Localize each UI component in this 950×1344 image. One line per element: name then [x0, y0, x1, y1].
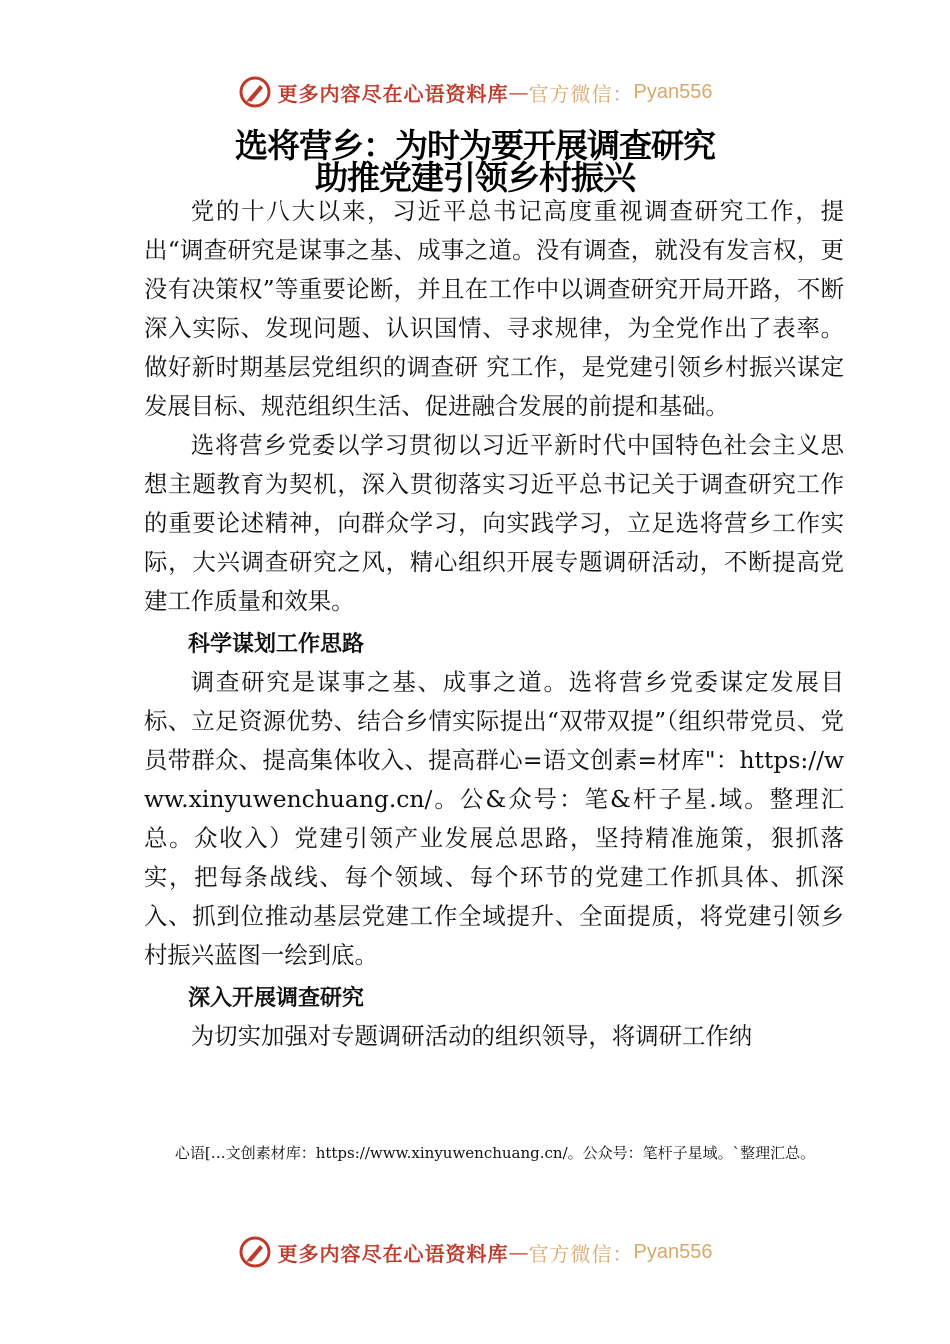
pen-nib-logo-icon [238, 1235, 272, 1269]
header-banner [0, 70, 950, 114]
paragraph-2: 选将营乡党委以学习贯彻以习近平新时代中国特色社会主义思想主题教育为契机，深入贯彻落实习近平总书记关于调查研究工作的重要论述精神，向群众学习，向实践学习，立足选将营乡工作实际，大兴调查研究之风，精心组织开展专题调研活动，不断提高党建工作质量和效果。 [144, 431, 844, 615]
paragraph-4: 为切实加强对专题调研活动的组织领导，将调研工作纳 [190, 1022, 753, 1050]
section-heading-1: 科学谋划工作思路 [188, 632, 365, 657]
document-title-line1: 选将营乡：为时为要开展调查研究 [235, 126, 715, 165]
footer-banner [0, 1230, 950, 1274]
banner-separator: — [508, 1240, 529, 1264]
banner-brand: 更多内容尽在心语资料库 [277, 81, 509, 106]
pen-nib-logo-icon [238, 75, 272, 109]
footnote: 心语[…文创素材库：https://www.xinyuwenchuang.cn/。公众号：笔杆子星域。`整理汇总。 [174, 1144, 816, 1162]
banner-wechat-label: 官方微信： [528, 1241, 634, 1266]
banner-wechat-id: Pyan556 [633, 1240, 713, 1263]
paragraph-1: 党的十八大以来，习近平总书记高度重视调查研究工作，提出“调查研究是谋事之基、成事之道。没有调查，就没有发言权，更没有决策权”等重要论断，并且在工作中以调查研究开局开路，不断深入实际、发现问题、认识国情、寻求规律，为全党作出了表率。做好新时期基层党组织的调查研 究工作，是党建引领乡村振兴谋定发展目标、规范组织生活、促进融合发展的前提和基础。 [144, 197, 844, 420]
paragraph-3: 调查研究是谋事之基、成事之道。选将营乡党委谋定发展目标、立足资源优势、结合乡情实际提出“双带双提”（组织带党员、党员带群众、提高集体收入、提高群心=语文创素=材库"：https://www.xinyuwenchuang.cn/。公&众号：笔&杆子星.域。整理汇总。众收入）党建引领产业发展总思路，坚持精准施策，狠抓落实，把每条战线、每个领域、每个环节的党建工作抓具体、抓深入、抓到位推动基层党建工作全域提升、全面提质，将党建引领乡村振兴蓝图一绘到底。 [144, 668, 844, 969]
banner-wechat-label: 官方微信： [528, 81, 634, 106]
banner-brand: 更多内容尽在心语资料库 [277, 1241, 509, 1266]
document-body [144, 192, 844, 1056]
banner-separator: — [508, 80, 529, 104]
section-heading-2: 深入开展调查研究 [188, 986, 365, 1011]
banner-wechat-id: Pyan556 [633, 80, 713, 103]
document-title-line2: 助推党建引领乡村振兴 [315, 158, 635, 197]
